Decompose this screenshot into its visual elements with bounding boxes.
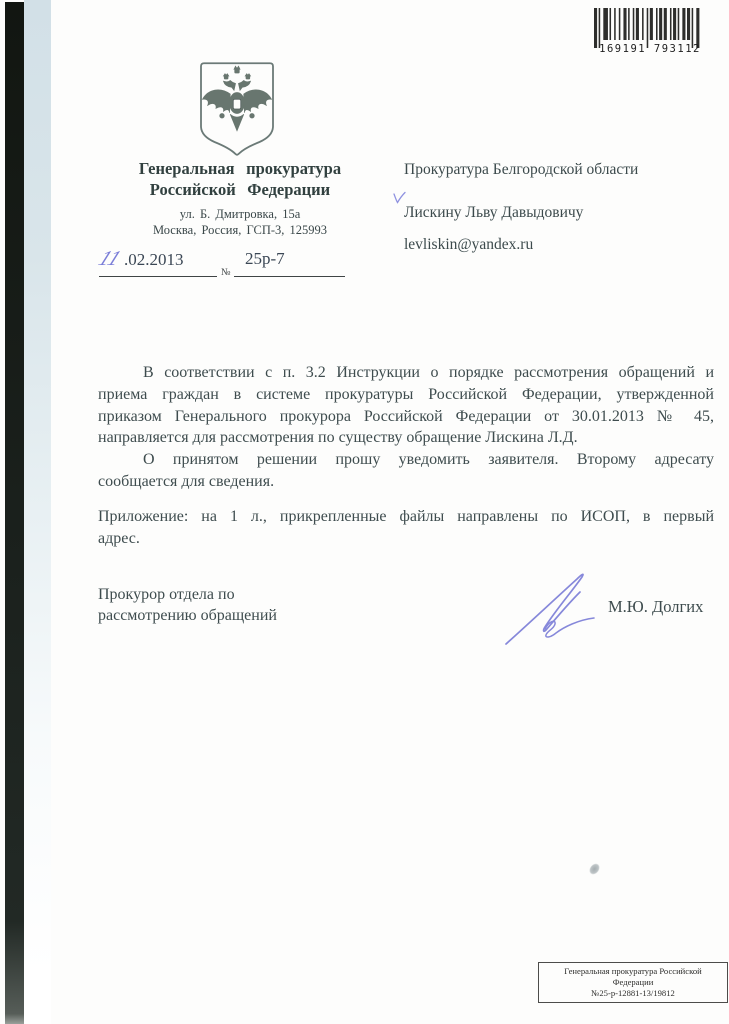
org-name-line2: Российской Федерации (149, 180, 331, 199)
recipient-person: Лискину Льву Давыдовичу (404, 204, 584, 221)
stamp-line2: Федерации (612, 976, 654, 987)
body-line: направляется для рассмотрения по существу обращение Лискина Л.Д. (98, 429, 578, 447)
checkmark-icon (392, 191, 406, 205)
ref-no-sign: № (221, 267, 231, 278)
ref-underline-number (234, 276, 345, 277)
handwritten-day: 11 (94, 246, 126, 270)
stamp-line1: Генеральная прокуратура Российской (564, 966, 702, 976)
body-paragraph-1 (98, 362, 714, 449)
barcode (590, 8, 710, 55)
body-line: Приложение: на 1 л., прикрепленные файлы направлены по ИСОП, в первый (98, 507, 714, 525)
body-paragraph-2 (98, 449, 714, 493)
org-address (104, 206, 376, 238)
recipient-org: Прокуратура Белгородской области (404, 161, 639, 178)
barcode-digits: 169191 793112 (599, 43, 701, 55)
ref-underline-date (99, 276, 217, 277)
ref-doc-number: 25р-7 (245, 249, 285, 268)
org-name-line1: Генеральная прокуратура (138, 159, 342, 178)
letter-body (98, 362, 714, 549)
org-name (104, 158, 376, 200)
recipient-email: levliskin@yandex.ru (404, 236, 534, 253)
signer-title (98, 584, 277, 626)
body-line: приказом Генерального прокурора Российской Федерации от 30.01.2013 № 45, (98, 407, 714, 425)
ref-date: .02.2013 (124, 250, 184, 269)
signature-stroke-icon (503, 571, 607, 647)
body-line: О принятом решении прошу уведомить заявителя. Второму адресату (143, 451, 714, 469)
body-line: В соответствии с п. 3.2 Инструкции о порядке рассмотрения обращений и (143, 364, 714, 381)
registration-stamp (538, 962, 728, 1003)
signer-name: М.Ю. Долгих (608, 597, 704, 616)
scan-edge-black-strip (5, 2, 24, 1024)
stamp-line3: №25-р-12881-13/19812 (591, 987, 675, 998)
signer-title-line2: рассмотрению обращений (98, 607, 277, 624)
coat-of-arms-icon (192, 60, 282, 158)
body-line: приема граждан в системе прокуратуры Российской Федерации, утвержденной (98, 385, 714, 403)
body-line: адрес. (98, 529, 140, 547)
ink-smudge (587, 862, 601, 877)
body-line: сообщается для сведения. (98, 472, 275, 490)
paragraph-gap (98, 493, 714, 506)
attachment-note (98, 506, 714, 550)
org-address-line1: ул. Б. Дмитровка, 15а (179, 207, 301, 221)
signer-title-line1: Прокурор отдела по (98, 586, 235, 603)
scan-edge-blue-strip (24, 0, 51, 1024)
org-address-line2: Москва, Россия, ГСП-3, 125993 (152, 223, 328, 237)
